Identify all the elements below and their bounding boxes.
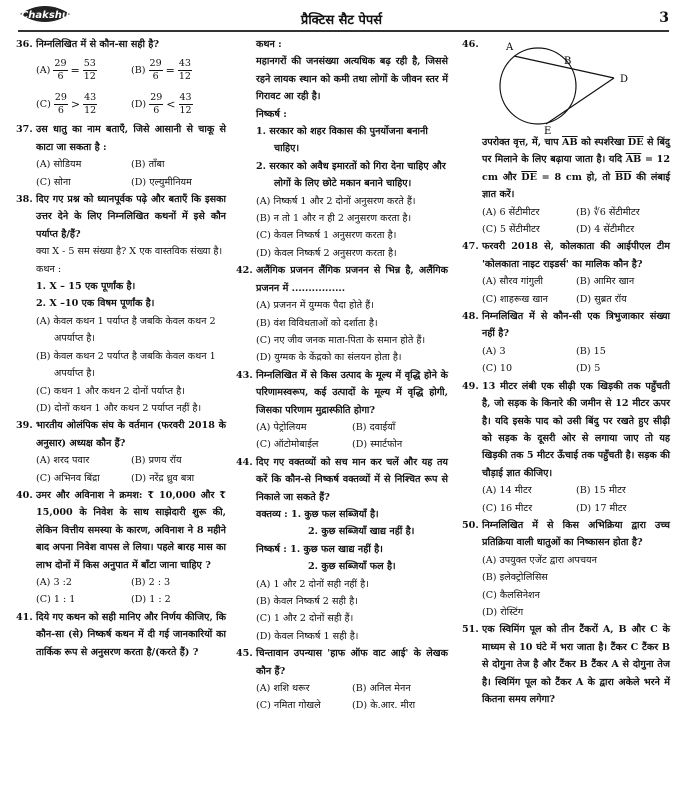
q40-option-a[interactable]: (A) 3 :2 xyxy=(36,576,72,588)
q45-option-b[interactable]: (B) अनिल मेनन xyxy=(352,683,411,695)
q46-option-a[interactable]: (A) 6 सेंटीमीटर xyxy=(482,206,540,218)
q42-option-d[interactable]: (D) युग्मक के केंद्रको का संलयन होता है। xyxy=(256,352,402,364)
question-42: 42. अलैंगिक प्रजनन लैंगिक प्रजनन से भिन्न है, अलैंगिक प्रजनन में ................ xyxy=(236,265,448,294)
q42-option-a[interactable]: (A) प्रजनन में युग्मक पैदा होते हैं। xyxy=(256,300,374,312)
point-e-label: E xyxy=(544,126,552,134)
q39-option-a[interactable]: (A) शरद पवार xyxy=(36,455,90,467)
q46-text: उपरोक्त वृत्त, में, चाप $\overline{AB}$ को स्पर्शरेखा $\overline{DE}$ से बिंदु पर मिलाने के लिए बढ़ाया जाता है। यदि $\overline{AB} = 12$ cm और $\overline{DE} = 8$ cm हो, तो $\overline{BD}$ की लंबाई ज्ञात करें। xyxy=(482,137,671,201)
question-41: 41. दिये गए कथन को सही मानिए और निर्णय कीजिए, कि कौन-सा (से) निष्कर्ष कथन में दी गई जानकारियों का तार्किक रूप से अनुसरण करता है/(करते हैं) ? xyxy=(16,611,226,658)
q49-option-c[interactable]: (C) 16 मीटर xyxy=(482,502,533,514)
q48-option-c[interactable]: (C) 10 xyxy=(482,363,513,375)
question-38: 38. दिए गए प्रश्न को ध्यानपूर्वक पढ़े और बताएँ कि इसका उत्तर देने के लिए निम्नलिखित कथनों में इसे कौन पर्याप्त है/हैं? xyxy=(16,194,226,240)
q38-option-b[interactable]: (B) केवल कथन 2 पर्याप्त है जबकि केवल कथन 1 अपर्याप्त है। xyxy=(36,350,216,380)
q39-option-c[interactable]: (C) अभिनव बिंद्रा xyxy=(36,472,100,484)
q38-statement-1: 1. X – 15 एक पूर्णांक है। xyxy=(36,281,136,293)
q38-option-d[interactable]: (D) दोनों कथन 1 और कथन 2 पर्याप्त नहीं है। xyxy=(36,402,202,414)
q44-option-b[interactable]: (B) केवल निष्कर्ष 2 सही है। xyxy=(256,596,358,607)
q45-option-c[interactable]: (C) नमिता गोखले xyxy=(256,700,321,712)
column-2 xyxy=(236,36,448,715)
q41-option-c[interactable]: (C) केवल निष्कर्ष 1 अनुसरण करता है। xyxy=(256,230,397,242)
question-50: 50. निम्नलिखित में से किस अभिक्रिया द्वारा उच्च प्रतिक्रिया वाली धातुओं का निष्कासन होता है? xyxy=(462,519,670,549)
q44-statement-2: 2. कुछ सब्जियाँ खाद्य नहीं है। xyxy=(308,526,415,538)
q46-option-c[interactable]: (C) 5 सेंटीमीटर xyxy=(482,224,540,236)
q38-option-c[interactable]: (C) कथन 1 और कथन 2 दोनों पर्याप्त है। xyxy=(36,385,185,397)
question-43: 43. निम्नलिखित में से किस उत्पाद के मूल्य में वृद्धि होने के परिणामस्वरूप, कई उत्पादों के मूल्य में वृद्धि होगी, जिसका परिणाम मुद्रास्फीति होगा? xyxy=(236,369,448,416)
question-49: 49. 13 मीटर लंबी एक सीढ़ी एक खिड़की तक पहुँचती है, जो सड़क के किनारे की जमीन से 12 मीटर ऊपर है। यदि इसके पाद को उसी बिंदु पर रखते हुए सीढ़ी को सड़क के दूसरी ओर से लगाया जाए तो यह खिड़की तक 5 मीटर ऊँचाई तक पहुँचती है। सड़क की चौड़ाई ज्ञात कीजिए। xyxy=(462,380,670,479)
page-title: प्रैक्टिस सैट पेपर्स xyxy=(300,13,383,28)
q39-option-d[interactable]: (D) नरेंद्र ध्रुव बत्रा xyxy=(131,472,195,484)
q44-conclusion-1: निष्कर्ष : 1. कुछ फल खाद्य नहीं है। xyxy=(256,543,383,555)
q50-option-b[interactable]: (B) इलेक्ट्रोलिसिस xyxy=(482,572,548,584)
q37-option-a[interactable]: (A) सोडियम xyxy=(36,159,82,171)
q43-option-c[interactable]: (C) ऑटोमोबाईल xyxy=(256,439,319,451)
page-header xyxy=(0,0,683,32)
point-a-label: A xyxy=(506,42,514,53)
q47-option-b[interactable]: (B) आमिर खान xyxy=(576,276,635,288)
q36-option-a[interactable]: (A) $\frac{29}{6}$ = $\frac{53}{12}$ xyxy=(36,57,96,82)
q47-option-a[interactable]: (A) सौरव गांगुली xyxy=(482,276,544,288)
q41-option-b[interactable]: (B) न तो 1 और न ही 2 अनुसरण करता है। xyxy=(256,213,412,225)
column-1 xyxy=(16,36,226,661)
q49-option-a[interactable]: (A) 14 मीटर xyxy=(482,485,532,497)
q44-option-d[interactable]: (D) केवल निष्कर्ष 1 सही है। xyxy=(256,630,359,642)
q42-option-c[interactable]: (C) नए जीव जनक माता-पिता के समान होते हैं। xyxy=(256,334,426,346)
q47-option-d[interactable]: (D) सुब्रत रॉय xyxy=(576,293,627,305)
q36-options-ab xyxy=(16,53,226,87)
question-45: 45. चिन्तावान उपन्यास 'हाफ ऑफ वाट आई' के लेखक कौन हैं? xyxy=(236,648,448,677)
page-number: 3 xyxy=(659,10,669,26)
q49-option-d[interactable]: (D) 17 मीटर xyxy=(576,502,627,514)
question-46: 46. A B D E xyxy=(462,36,670,134)
point-b-label: B xyxy=(564,56,572,67)
q37-option-d[interactable]: (D) एल्युमीनियम xyxy=(131,176,192,188)
q36-option-c[interactable]: (C) $\frac{29}{6}$ > $\frac{43}{12}$ xyxy=(36,91,97,116)
question-44: 44. दिए गए वक्तव्यों को सच मान कर चलें और यह तय करें कि कौन-से निष्कर्ष वक्तव्यों में से निश्चित रूप से निकाले जा सकते हैं? xyxy=(236,456,448,503)
circle-tangent-diagram xyxy=(482,38,652,134)
q38-kathan-label: कथन : xyxy=(36,263,62,275)
q47-option-c[interactable]: (C) शाहरूख खान xyxy=(482,293,548,305)
q46-option-b[interactable]: (B) ∜6 सेंटीमीटर xyxy=(576,206,640,218)
q49-option-b[interactable]: (B) 15 मीटर xyxy=(576,485,626,497)
q46-option-d[interactable]: (D) 4 सेंटीमीटर xyxy=(576,224,635,236)
q43-option-a[interactable]: (A) पेट्रोलियम xyxy=(256,421,307,433)
q44-statement-1: वक्तव्य : 1. कुछ फल सब्जियाँ है। xyxy=(256,508,379,520)
question-37: 37. उस धातु का नाम बताएँ, जिसे आसानी से चाकू से काटा जा सकता है : xyxy=(16,124,226,153)
q36-option-d[interactable]: (D) $\frac{29}{6}$ < $\frac{43}{12}$ xyxy=(131,91,192,116)
q38-question: क्या X - 5 सम संख्या है? X एक वास्तविक संख्या है। xyxy=(36,246,223,258)
question-51: 51. एक स्विमिंग पूल को तीन टैंकरों A, B और C के माध्यम से 10 घंटे में भरा जाता है। टैंकर C टैंकर B से दोगुना तेज है और टैंकर B टैंकर A से दोगुना तेज है। स्विमिंग पूल को टैंकर A के द्वारा अकेले भरने में कितना समय लगेगा? xyxy=(462,624,670,705)
q45-option-d[interactable]: (D) के.आर. मीरा xyxy=(352,700,416,712)
point-d-label: D xyxy=(620,74,629,85)
q36-options-cd xyxy=(16,87,226,121)
question-40: 40. उमर और अविनाश ने क्रमश: ₹ 10,000 और ₹ 15,000 के निवेश के साथ साझेदारी शुरू की, लेकिन वित्तीय समस्या के कारण, अविनाश ने 8 महीने बाद अपना निवेश वापस ले लिया। पहले बारह मास का लाभ दोनों में किस अनुपात में बाँटा जाना चाहिए ? xyxy=(16,489,226,571)
q50-option-d[interactable]: (D) रोस्टिंग xyxy=(482,606,524,618)
q50-option-a[interactable]: (A) उपयुक्त एजेंट द्वारा अपचयन xyxy=(482,554,597,566)
q37-option-b[interactable]: (B) ताँबा xyxy=(131,159,165,171)
q38-statement-2: 2. X –10 एक विषम पूर्णांक है। xyxy=(36,298,155,310)
q43-option-b[interactable]: (B) दवाईयाँ xyxy=(352,421,396,433)
header-rule xyxy=(18,30,669,32)
question-47: 47. फरवरी 2018 से, कोलकाता की आईपीएल टीम 'कोलकाता नाइट राइडर्स' का मालिक कौन है? xyxy=(462,241,670,270)
question-36: 36. निम्नलिखित में से कौन-सा सही है? xyxy=(16,39,159,50)
q42-option-b[interactable]: (B) वंश विविधताओं को दर्शाता है। xyxy=(256,317,378,329)
q44-option-a[interactable]: (A) 1 और 2 दोनों सही नहीं है। xyxy=(256,578,369,590)
q44-conclusion-2: 2. कुछ सब्जियाँ फल है। xyxy=(308,561,396,573)
q43-option-d[interactable]: (D) स्मार्टफोन xyxy=(352,439,403,451)
q40-option-d[interactable]: (D) 1 : 2 xyxy=(131,594,171,606)
q41-kathan-label: कथन : xyxy=(256,39,282,50)
tangent-de xyxy=(546,78,614,124)
column-3 xyxy=(462,36,670,708)
q41-conclusion-2: 2. सरकार को अवैध इमारतों को गिरा देना चाहिए और लोगों के लिए छोटे मकान बनाने चाहिए। xyxy=(256,160,446,190)
q48-option-b[interactable]: (B) 15 xyxy=(576,345,606,357)
q48-option-a[interactable]: (A) 3 xyxy=(482,345,506,357)
q37-option-c[interactable]: (C) सोना xyxy=(36,176,71,188)
q41-option-d[interactable]: (D) केवल निष्कर्ष 2 अनुसरण करता है। xyxy=(256,247,397,259)
q50-option-c[interactable]: (C) कैलसिनेशन xyxy=(482,589,540,601)
q44-option-c[interactable]: (C) 1 और 2 दोनों सही हैं। xyxy=(256,613,354,625)
svg-text:Chakshu: Chakshu xyxy=(20,10,70,21)
q45-option-a[interactable]: (A) शशि थरूर xyxy=(256,683,310,695)
q40-option-c[interactable]: (C) 1 : 1 xyxy=(36,594,76,606)
question-39: 39. भारतीय ओलंपिक संघ के वर्तमान (फरवरी 2018 के अनुसार) अध्यक्ष कौन हैं? xyxy=(16,420,226,449)
q41-option-a[interactable]: (A) निष्कर्ष 1 और 2 दोनों अनुसरण करते हैं। xyxy=(256,195,416,207)
q40-option-b[interactable]: (B) 2 : 3 xyxy=(131,576,171,588)
q36-option-b[interactable]: (B) $\frac{29}{6}$ = $\frac{43}{12}$ xyxy=(131,57,191,82)
q41-nishkarsh-label: निष्कर्ष : xyxy=(256,108,287,120)
q48-option-d[interactable]: (D) 5 xyxy=(576,363,601,375)
q41-kathan: महानगरों की जनसंख्या अत्यधिक बढ़ रही है, जिससे रहने लायक स्थान को कमी तथा लोगों के जीवन स्तर में गिरावट आ रही है। xyxy=(256,56,448,103)
question-48: 48. निम्नलिखित में से कौन-सी एक त्रिभुजाकार संख्या नहीं है? xyxy=(462,311,670,340)
q39-option-b[interactable]: (B) प्रणय रॉय xyxy=(131,455,182,467)
q41-conclusion-1: 1. सरकार को शहर विकास की पुनर्योजना बनानी चाहिए। xyxy=(256,126,428,155)
q38-option-a[interactable]: (A) केवल कथन 1 पर्याप्त है जबकि केवल कथन 2 अपर्याप्त है। xyxy=(36,315,216,345)
